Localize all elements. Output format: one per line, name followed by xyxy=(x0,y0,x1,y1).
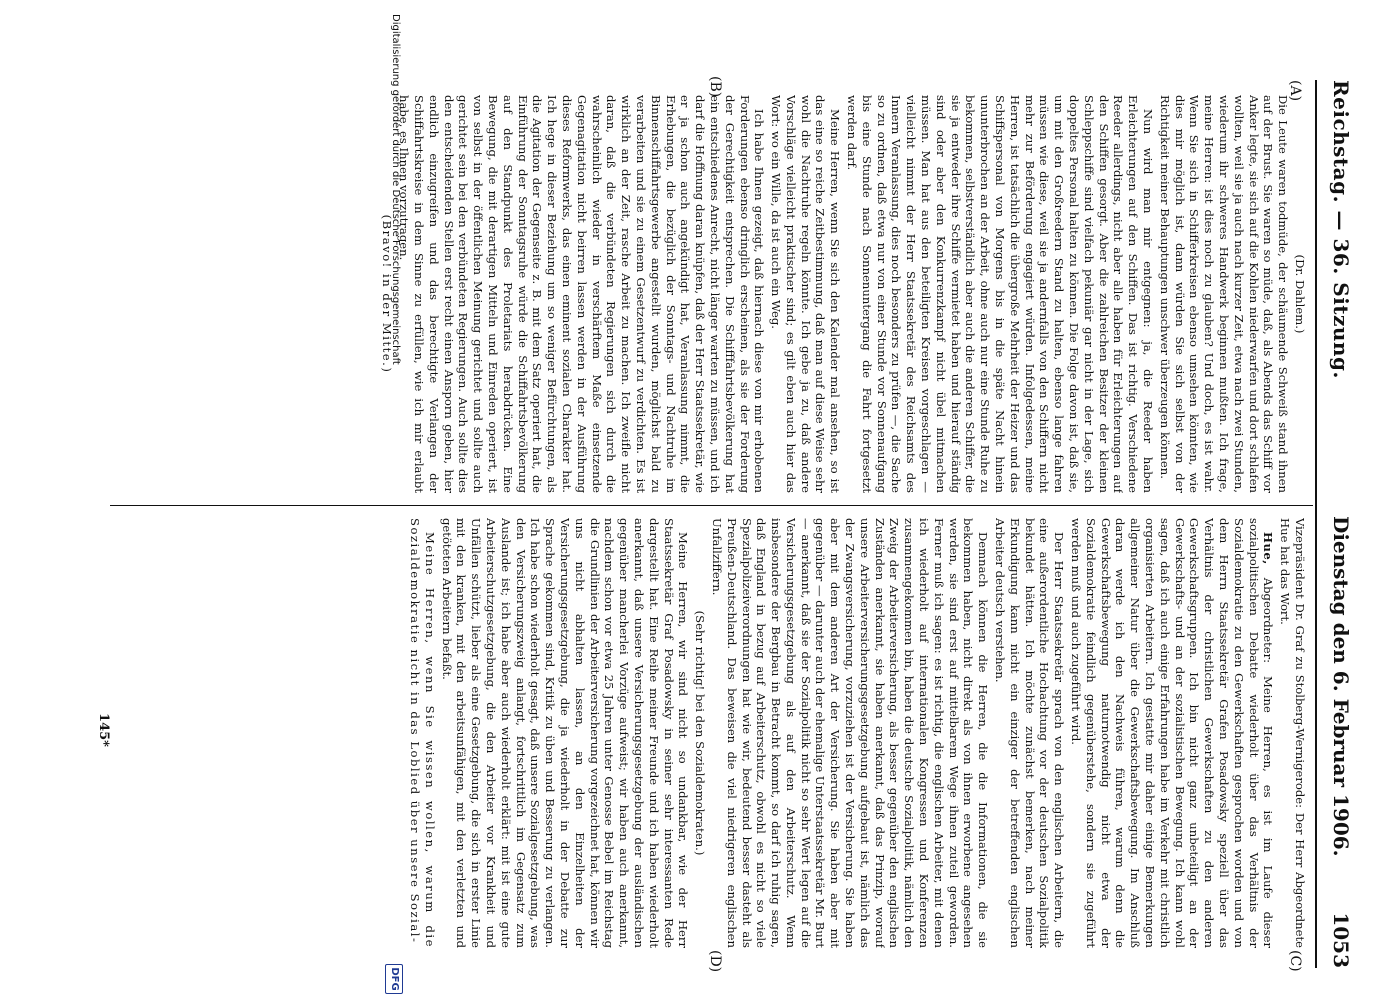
speaker-reference: (Dr. Dahlem.) xyxy=(1293,254,1307,334)
right-column xyxy=(110,518,1307,948)
header-date xyxy=(1329,516,1353,968)
margin-mark-c: (C) xyxy=(1287,950,1303,972)
margin-mark-b: (B) xyxy=(707,76,723,98)
page-header xyxy=(1315,80,1363,968)
funding-sidebar xyxy=(385,0,403,1000)
funding-text: Digitalisierung gefördert durch die Deutsche Forschungsgemeinschaft xyxy=(390,14,401,365)
right-paragraph-2: Demnach können die Herren, die die Informationen, die sie bekommen haben, nicht direkt als von ihnen erworbene angesehen werden, sie sind erst auf mittelbarem Wege ihnen zuteil geworden. Ferner muß ich sagen: es ist richtig, die englischen Arbeiter, mit denen ich wiederholt auf internationalen Kongressen und Konferenzen zusammengekommen bin, haben die deutsche Sozialpolitik, nämlich den Zweig der Arbeiterversicherung, als besser gegenüber den englischen Zuständen anerkannt, sie haben anerkannt, daß das Prinzip, worauf unsere Arbeiterversicherungsgesetzgebung aufgebaut ist, nämlich das der Zwangsversicherung, vorzuziehen ist der Versicherung. Sie haben aber mit dem anderen Art der Versicherung. Sie haben aber mit gegenüber — darunter auch der ehemalige Unterstaatssekretär Mr. Burt — anerkannt, daß sie der Sozialpolitik nicht so sehr Wert legen auf die Versicherungsgesetzgebung als auf den Arbeiterschutz. Wenn insbesondere der Bergbau in Betracht kommt, so darf ich ruhig sagen, daß England in bezug auf Arbeiterschutz, obwohl es nicht so viele Spezialpolizeiverordnungen hat wie wir, bedeutend besser dasteht als Preußen-Deutschland. Das beweisen die viel niedrigeren englischen Unfallziffern. xyxy=(709,518,991,948)
aside-note: (Sehr richtig! bei den Sozialdemokraten.) xyxy=(693,610,708,856)
speaker-hue: Hue, xyxy=(1261,532,1276,565)
left-paragraph-4: Ich habe Ihnen gezeigt, daß hiernach diese von mir erhobenen Forderungen ebenso dringlich erscheinen, als sie der Forderung der Gerechtigkeit entsprechen. Die Schifffahrtsbevölkerung hat ein entschiedenes Anrecht, nicht länger warten zu müssen, und ich darf die Hoffnung daran knüpfen, daß der Herr Staatssekretär, wie er ja schon auch angekündigt hat, Veranlassung nimmt, die Erhebungen, die bezüglich der Sonntags- und Nachtruhe im Binnenschiffahrtsgewerbe angestellt wurden, möglichst bald zu verarbeiten und sie zu einem Gesetzentwurf zu verdichten. Es ist wirklich an der Zeit, rasche Arbeit zu machen. Ich zweifle nicht daran, daß die verbündeten Regierungen sich durch die wahrscheinlich wieder in verschärftem Maße einsetzende Gegenagitation nicht beirren lassen werden in der Ausführung dieses Reformwerks, das einen eminent sozialen Charakter hat. Ich hege in dieser Beziehung um so weniger Befürchtungen, als die Agitation der Gegenseite z. B. mit dem Satz operiert hat, die Einführung der Sonntagsruhe würde die Schiffahrtsbevölkerung auf den Standpunkt des Proletariats herabdrücken. Eine Bewegung, die mit derartigen Mitteln und Einreden operiert, ist von selbst in der öffentlichen Meinung gerichtet und sollte auch gerichtet sein bei den verbündeten Regierungen. Auch sollte dies den entscheidenden Stellen erst recht einen Ansporn geben, hier endlich einzugreifen und das berechtigte Verlangen der Schiffahrtskreise in dem Sinne zu erfüllen, wie ich mir erlaubt habe, es Ihnen vorzutragen. xyxy=(397,95,767,493)
column-divider xyxy=(110,505,1313,506)
dfg-logo: DFG xyxy=(385,964,403,994)
signature-mark: 145* xyxy=(96,713,111,747)
page-number: 1053 xyxy=(1329,912,1353,968)
left-paragraph-1: Die Leute waren todmüde, der schäumende Schweiß stand ihnen auf der Brust. Sie waren so müde, daß, als Abends das Schiff vor Anker legte, sie sich auf die Kohlen niederwarfen und dort schlafen wollten, weil sie ja auch nach kurzer Zeit, etwa nach zwei Stunden, wiederum ihr schweres Handwerk beginnen mußten. Ich frage, meine Herren: ist dies noch zu glauben? Und doch, es ist wahr. Wenn Sie sich in Schifferkreisen ebenso umsehen könnten, wie dies mir möglich ist, dann würden Sie sich selbst von der Richtigkeit meiner Behauptungen unschwer überzeugen können. xyxy=(1157,95,1291,493)
right-paragraph-3: Meine Herren, wir sind nicht so undankbar, wie der Herr Staatssekretär Graf Posadowsky in seiner sehr interessanten Rede dargestellt hat. Eine Reihe meiner Freunde und ich haben wiederholt anerkannt, daß unsere Versicherungsgesetzgebung der ausländischen gegenüber mancherlei Vorzüge aufweist; wir haben auch anerkannt, nachdem schon vor etwa 25 Jahren unter Genosse Bebel im Reichstag die Grundlinien der Arbeiterversicherung vorgezeichnet hat, können wir uns nicht abhalten lassen, an den Einzelheiten der Versicherungsgesetzgebung, die ja wiederholt in der Debatte zur Sprache gekommen sind, Kritik zu üben und Besserung zu verlangen. Ich habe schon wiederholt gesagt, daß unsere Sozialgesetzgebung, was den Versicherungszweig anlangt, fortschrittlich im Gegensatz zum Auslande ist; ich habe aber auch wiederholt erklärt: mit ist eine gute Arbeiterschutzgesetzgebung, die den Arbeiter vor Krankheit und Unfällen schützt, lieber als eine Gesetzgebung, die sich in erster Linie mit den kranken, mit den arbeitsunfähigen, mit den verletzten und getöteten Arbeitern befaßt. xyxy=(439,518,691,948)
header-session: Reichstag. — 36. Sitzung. xyxy=(1329,80,1353,379)
margin-mark-d: (D) xyxy=(707,950,723,973)
margin-mark-a: (A) xyxy=(1287,80,1303,102)
left-paragraph-2: Nun wird man mir entgegnen: ja, die Reeder haben Erleichterungen auf den Schiffen. Das ist richtig. Verschiedene Reeder allerdings, nicht aber alle haben für Erleichterungen auf den Schiffen gesorgt. Aber die zahlreichen Besitzer der kleinen Schleppschiffe sind vielfach pekuniär gar nicht in der Lage, sich doppeltes Personal halten zu können. Die Folge davon ist, daß sie, um mit den Großreedern Stand zu halten, ebenso lange fahren müssen wie diese, weil sie ja andernfalls von den Schiffern nicht mehr zur Beförderung engagiert würden. Infolgedessen, meine Herren, ist tatsächlich die übergroße Mehrheit der Heizer und das Schiffspersonal von Morgens bis in die späte Nacht hinein ununterbrochen an der Arbeit, ohne auch nur eine Stunde Ruhe zu bekommen, selbstverständlich aber auch die anderen Schiffer, die sie ja entweder ihre Schiffe vermietet haben und hierauf ständig sind oder aber den Konkurrenzkampf nicht übel mitmachen müssen. Man hat aus den beteiligten Kreisen vorgeschlagen — vielleicht nimmt der Herr Staatssekretär des Reichsamts des Innern Veranlassung, dies noch besonders zu prüfen —, die Sache so zu ordnen, daß etwa nur von einer Stunde vor Sonnenaufgang bis eine Stunde nach Sonnenuntergang die Fahrt fortgesetzt werden darf. xyxy=(845,95,1156,493)
left-paragraph-3: Meine Herren, wenn Sie sich den Kalender mal ansehen, so ist das eine so reiche Zeitbestimmung, daß man auf diese Weise sehr wohl die Nachtruhe regeln könnte. Ich gebe ja zu, daß andere Vorschläge vielleicht praktischer sind; es gilt eben auch hier das Wort: wo ein Wille, da ist auch ein Weg. xyxy=(769,95,843,493)
applause-note: (Bravo! in der Mitte.) xyxy=(380,214,395,374)
president-intro: Vizepräsident Dr. Graf zu Stolberg-Wernigerode: Der Herr Abgeordnete Hue hat das Wort. xyxy=(1278,518,1307,948)
left-column xyxy=(110,95,1307,493)
header-date-text: Dienstag den 6. Februar 1906. xyxy=(1329,515,1353,857)
closing-paragraph: Meine Herren, wenn Sie wissen wollen, warum die Sozialdemokratie nicht in das Loblied über unsere Sozial- xyxy=(407,518,437,948)
hue-speech-text: Abgeordneter: Meine Herren, es ist im Laufe dieser sozialpolitischen Debatte wiederholt über das Verhältnis der Sozialdemokratie zu den Gewerkschaften gesprochen worden und von dem Herrn Staatssekretär Grafen Posadowsky speziell über das Verhältnis der christlichen Gewerkschaften zu den anderen Gewerkschaftsgruppen. Ich bin nicht ganz unbeteiligt an der Gewerkschafts- und an der sozialistischen Bewegung. Ich kann wohl sagen, daß ich auch einige Erfahrungen habe im Verkehr mit christlich organisierten Arbeitern. Ich gestatte mir daher einige Bemerkungen allgemeiner Natur über die Gewerkschaftsbewegung. Im Anschluß daran werde ich den Nachweis führen, warum denn die Gewerkschaftsbewegung naturnotwendig nicht etwa der Sozialdemokratie feindlich gegenüberstehe, sondern sie zugeführt werden muß und auch zugeführt wird. xyxy=(1069,518,1276,948)
hue-speech-start xyxy=(1068,518,1275,948)
right-paragraph-1: Der Herr Staatssekretär sprach von den englischen Arbeitern, die eine außerordentliche Hochachtung vor der deutschen Sozialpolitik bekundet hätten. Ich möchte zunächst bemerken, nach meiner Erkundigung kann nicht ein einziger der betreffenden englischen Arbeiter deutsch verstehen. xyxy=(993,518,1067,948)
